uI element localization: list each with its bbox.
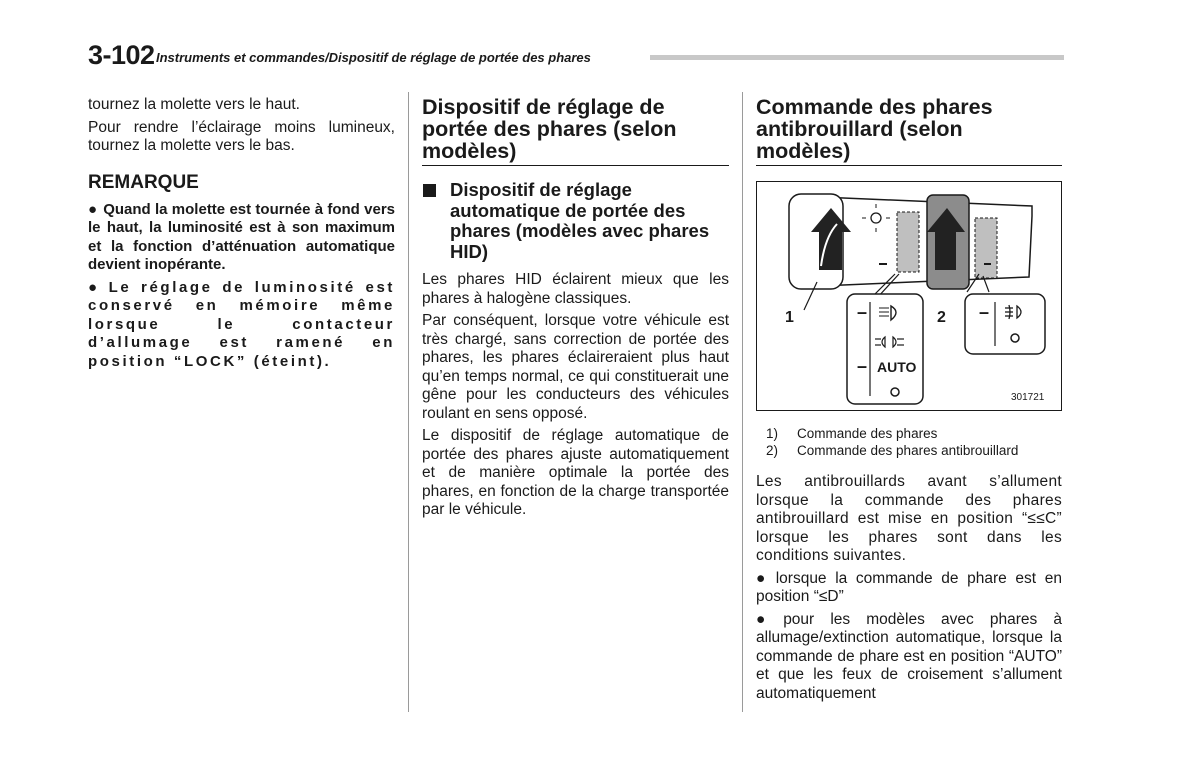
figure-captions [766, 425, 1062, 459]
subsection-heading: Dispositif de réglage automatique de portée des phares (modèles avec phares HID) [422, 180, 729, 262]
column-divider [742, 92, 743, 712]
remark-title: REMARQUE [88, 171, 199, 193]
square-bullet-icon [423, 184, 436, 197]
remark-item: ● Quand la molette est tournée à fond vers le haut, la luminosité est à son maximum et la fonction d’atténuation automatique devient inopérante. [88, 200, 396, 273]
headlight-ring-band [897, 212, 919, 272]
column-divider [408, 92, 409, 712]
bullet-item: ● lorsque la commande de phare est en position “≤D” [756, 569, 1062, 605]
section-heading: Dispositif de réglage de portée des phares (selon modèles) [422, 96, 729, 166]
callout-1: 1 [785, 309, 794, 326]
bullet-icon: ● [88, 278, 103, 296]
switch-illustration [756, 181, 1062, 411]
auto-label: AUTO [877, 359, 917, 375]
paragraph: Le dispositif de réglage automatique de portée des phares ajuste automatiquement et de manière optimale la portée des phares, en fonction de la charge transportée par le véhicule. [422, 427, 729, 518]
svg-text:–: – [857, 356, 868, 376]
svg-text:–: – [857, 302, 868, 322]
paragraph: Les antibrouillards avant s’allument lorsque la commande des phares antibrouillard est mise en position “≤≤C” lorsque les phares sont dans les conditions suivantes. [756, 473, 1062, 564]
paragraph: tournez la molette vers le haut. [88, 96, 300, 113]
page-number: 3-102 [88, 40, 155, 70]
callout-2: 2 [937, 309, 946, 326]
fog-ring-band [975, 218, 997, 278]
bullet-item: ● pour les modèles avec phares à allumage/extinction automatique, lorsque la commande de phare est en position “AUTO” et que les feux de croisement s’allument automatiquement [756, 610, 1062, 702]
header-rule [650, 55, 1064, 60]
paragraph: Par conséquent, lorsque votre véhicule est très chargé, sans correction de portée des phares, les phares éclaireraient plus haut qu’en temps normal, ce qui constituerait une gêne pour les conducteurs des véhicules roulant en sens opposé. [422, 312, 729, 422]
paragraph: Pour rendre l’éclairage moins lumineux, tournez la molette vers le bas. [88, 118, 395, 154]
column-middle [422, 96, 729, 524]
paragraph: Les phares HID éclairent mieux que les phares à halogène classiques. [422, 271, 729, 307]
remark-item: ● Le réglage de luminosité est conservé en mémoire même lorsque le contacteur d’allumage est ramené en position “LOCK” (éteint). [88, 278, 395, 370]
column-right [756, 96, 1062, 707]
column-left [88, 96, 395, 375]
fog-switch-detail [965, 294, 1045, 354]
bullet-icon: ● [756, 610, 778, 628]
bullet-icon: ● [756, 569, 770, 587]
header-title: Instruments et commandes/Dispositif de réglage de portée des phares [156, 50, 591, 65]
caption-item: 1) Commande des phares [766, 426, 938, 441]
svg-text:–: – [979, 302, 990, 322]
figure-code: 301721 [1011, 392, 1045, 403]
page-header [88, 40, 1064, 72]
caption-item: 2) Commande des phares antibrouillard [766, 443, 1019, 458]
bullet-icon: ● [88, 200, 98, 218]
section-heading: Commande des phares antibrouillard (selon modèles) [756, 96, 1062, 166]
